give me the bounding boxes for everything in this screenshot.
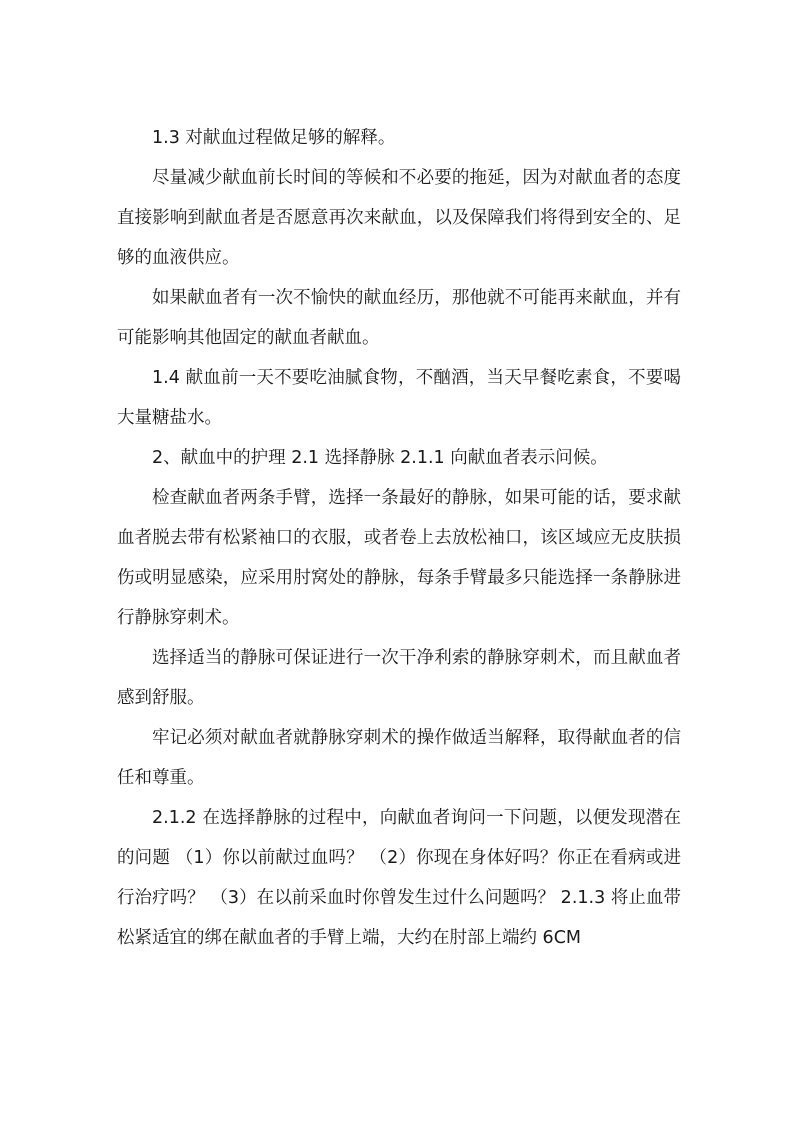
paragraph-appropriate-vein: 选择适当的静脉可保证进行一次干净利索的静脉穿刺术，而且献血者感到舒服。 [117, 648, 681, 708]
paragraph-2-1-2-questions: 2.1.2 在选择静脉的过程中，向献血者询问一下问题，以便发现潜在的问题 （1）你以前献过血吗？ （2）你现在身体好吗？你正在看病或进行治疗吗？ （3）在以前采血时你曾发生过什么问题吗？ 2.1.3 将止血带松紧适宜的绑在献血者的手臂上端，大约在肘部上端约 6CM [117, 808, 681, 948]
paragraph-explain-trust: 牢记必须对献血者就静脉穿刺术的操作做适当解释，取得献血者的信任和尊重。 [117, 728, 681, 788]
paragraph-reduce-waiting: 尽量减少献血前长时间的等候和不必要的拖延，因为对献血者的态度直接影响到献血者是否愿意再次来献血，以及保障我们将得到安全的、足够的血液供应。 [117, 168, 681, 268]
document-body [117, 118, 681, 958]
paragraph-unpleasant-experience: 如果献血者有一次不愉快的献血经历，那他就不可能再来献血，并有可能影响其他固定的献血者献血。 [117, 288, 681, 348]
paragraph-check-arms: 检查献血者两条手臂，选择一条最好的静脉，如果可能的话，要求献血者脱去带有松紧袖口的衣服，或者卷上去放松袖口，该区域应无皮肤损伤或明显感染，应采用肘窝处的静脉，每条手臂最多只能选择一条静脉进行静脉穿刺术。 [117, 488, 681, 628]
paragraph-1-4-diet: 1.4 献血前一天不要吃油腻食物，不酗酒，当天早餐吃素食，不要喝大量糖盐水。 [117, 368, 681, 428]
paragraph-1-3-explanation: 1.3 对献血过程做足够的解释。 [152, 128, 396, 148]
paragraph-2-nursing-heading: 2、献血中的护理 2.1 选择静脉 2.1.1 向献血者表示问候。 [152, 448, 608, 468]
